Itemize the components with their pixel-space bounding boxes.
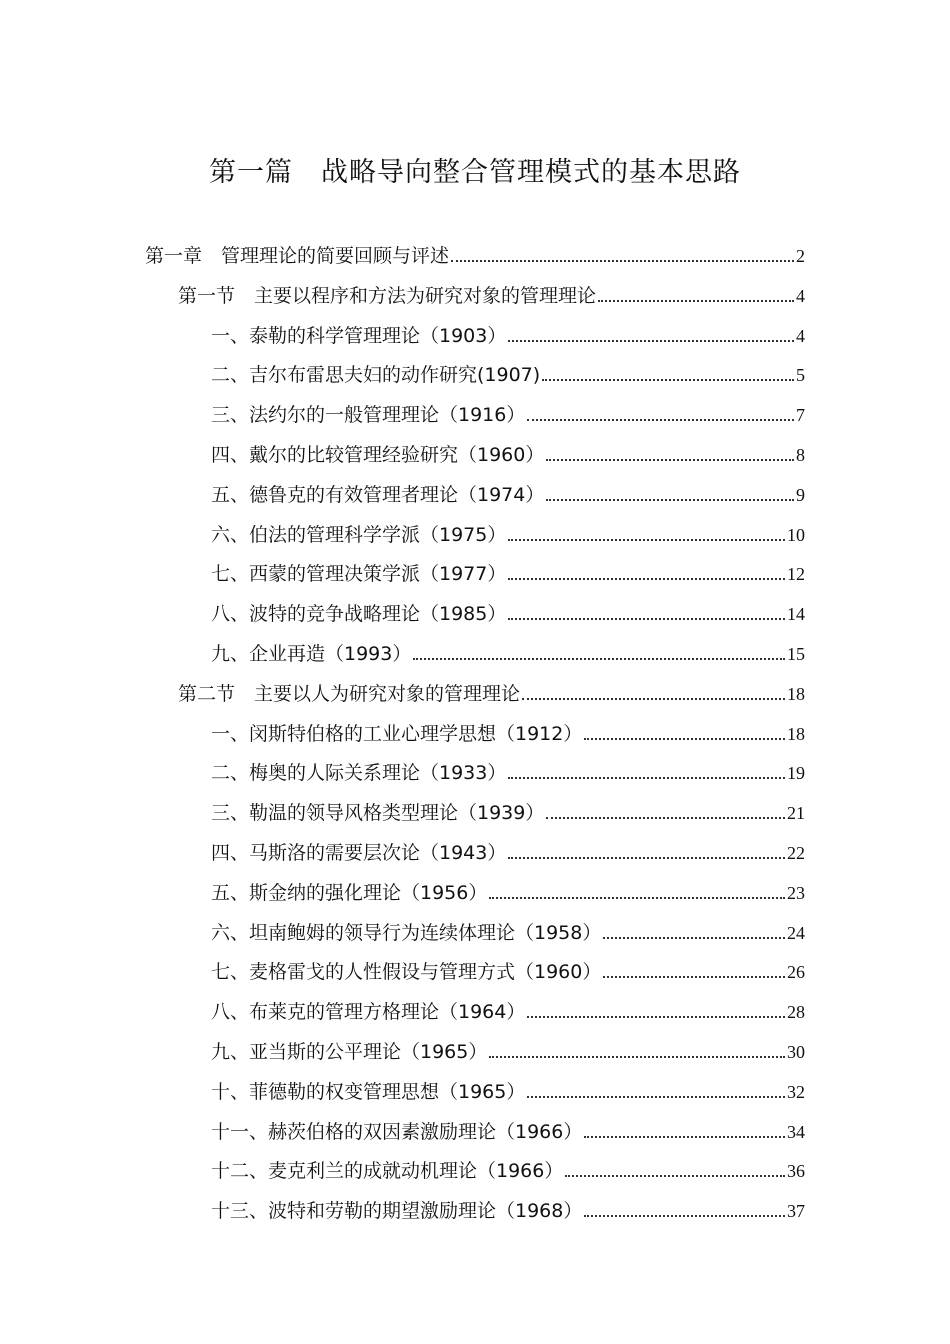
toc-entry xyxy=(211,427,805,467)
dot-leader xyxy=(598,299,794,302)
dot-leader xyxy=(451,259,794,262)
toc-entry-page-number: 30 xyxy=(787,1042,805,1062)
dot-leader xyxy=(546,458,794,461)
toc-entry-page-number: 23 xyxy=(787,882,805,903)
dot-leader xyxy=(542,378,794,381)
dot-leader xyxy=(508,856,785,859)
toc-entry-page-number: 2 xyxy=(796,246,805,266)
toc-entry xyxy=(211,308,805,348)
toc-entry-page-number: 32 xyxy=(787,1081,805,1102)
toc-entry-page-number: 10 xyxy=(787,524,805,545)
toc-entry xyxy=(211,1064,805,1104)
dot-leader xyxy=(508,776,785,779)
dot-leader xyxy=(508,339,794,342)
toc-entry-title: 九、企业再造（1993） xyxy=(211,643,412,665)
toc-entry-title: 八、波特的竞争战略理论（1985） xyxy=(211,603,507,626)
toc-entry xyxy=(211,586,805,626)
toc-entry xyxy=(211,944,805,984)
toc-entry-page-number: 24 xyxy=(787,922,805,943)
dot-leader xyxy=(508,538,785,541)
toc-entry-page-number: 12 xyxy=(787,564,805,585)
dot-leader xyxy=(527,418,794,421)
toc-entry-title: 二、梅奥的人际关系理论（1933） xyxy=(211,762,507,785)
toc-entry xyxy=(211,546,805,586)
toc-entry-title: 八、布莱克的管理方格理论（1964） xyxy=(211,1001,526,1024)
toc-entry xyxy=(211,1143,805,1183)
part-title: 第一篇 战略导向整合管理模式的基本思路 xyxy=(209,157,741,188)
toc-entry-title: 九、亚当斯的公平理论（1965） xyxy=(211,1041,488,1063)
toc-entry-title: 二、吉尔布雷思夫妇的动作研究(1907) xyxy=(211,364,541,387)
toc-entry-page-number: 28 xyxy=(787,1002,805,1023)
dot-leader xyxy=(527,1015,785,1018)
toc-entry-page-number: 8 xyxy=(796,445,805,465)
dot-leader xyxy=(584,737,785,740)
toc-entry-title: 三、法约尔的一般管理理论（1916） xyxy=(211,404,526,427)
toc-entry-title: 十、菲德勒的权变管理思想（1965） xyxy=(211,1080,526,1103)
toc-entry xyxy=(211,984,805,1024)
toc-entry-title: 第二节 主要以人为研究对象的管理理论 xyxy=(178,682,521,705)
toc-entry xyxy=(211,825,805,865)
toc-entry-page-number: 14 xyxy=(787,604,805,625)
dot-leader xyxy=(489,896,785,899)
toc-entry-page-number: 5 xyxy=(796,365,805,386)
toc-entry-page-number: 18 xyxy=(787,683,805,704)
dot-leader xyxy=(603,975,785,978)
dot-leader xyxy=(508,577,785,580)
dot-leader xyxy=(603,936,785,939)
toc-entry-title: 第一节 主要以程序和方法为研究对象的管理理论 xyxy=(178,284,597,307)
toc-entry-title: 七、西蒙的管理决策学派（1977） xyxy=(211,563,507,586)
toc-entry-page-number: 26 xyxy=(787,962,805,983)
toc-entry xyxy=(211,467,805,507)
toc-entry-page-number: 9 xyxy=(796,484,805,505)
dot-leader xyxy=(565,1174,785,1177)
dot-leader xyxy=(413,657,785,660)
toc-entry xyxy=(211,507,805,547)
toc-entry-title: 十二、麦克利兰的成就动机理论（1966） xyxy=(211,1160,564,1183)
toc-entry xyxy=(211,745,805,785)
toc-entry xyxy=(211,905,805,945)
toc-entry-title: 十三、波特和劳勒的期望激励理论（1968） xyxy=(211,1200,583,1223)
toc-entry xyxy=(211,1104,805,1144)
toc-entry-title: 七、麦格雷戈的人性假设与管理方式（1960） xyxy=(211,961,602,984)
toc-entry-title: 五、斯金纳的强化理论（1956） xyxy=(211,881,488,904)
dot-leader xyxy=(584,1135,785,1138)
toc-entry-title: 五、德鲁克的有效管理者理论（1974） xyxy=(211,483,545,506)
toc-entry xyxy=(211,865,805,905)
toc-entry-title: 一、泰勒的科学管理理论（1903） xyxy=(211,324,507,347)
toc-entry-title: 六、坦南鲍姆的领导行为连续体理论（1958） xyxy=(211,921,602,944)
toc-entry-title: 四、马斯洛的需要层次论（1943） xyxy=(211,842,507,864)
toc-entry xyxy=(211,347,805,387)
toc-entry xyxy=(211,706,805,746)
toc-entry xyxy=(178,268,805,308)
toc-entry-page-number: 7 xyxy=(796,405,805,426)
toc-entry-page-number: 21 xyxy=(787,803,805,824)
toc-entry xyxy=(211,1183,805,1223)
toc-entry-page-number: 37 xyxy=(787,1201,805,1222)
toc-entry-page-number: 22 xyxy=(787,843,805,863)
toc-entry xyxy=(145,228,805,268)
toc-entry xyxy=(211,1024,805,1064)
toc-entry-page-number: 18 xyxy=(787,723,805,744)
toc-entry-page-number: 4 xyxy=(796,325,805,346)
toc-entry-page-number: 15 xyxy=(787,644,805,664)
dot-leader xyxy=(508,617,785,620)
toc-entry xyxy=(211,626,805,666)
toc-entry-page-number: 4 xyxy=(796,285,805,306)
dot-leader xyxy=(522,697,785,700)
toc-entry xyxy=(211,387,805,427)
toc-entry-title: 三、勒温的领导风格类型理论（1939） xyxy=(211,802,545,825)
toc-entry xyxy=(178,666,805,706)
toc-entry-title: 十一、赫茨伯格的双因素激励理论（1966） xyxy=(211,1120,583,1143)
dot-leader xyxy=(527,1095,785,1098)
toc-entry-page-number: 34 xyxy=(787,1121,805,1142)
toc-entry-title: 四、戴尔的比较管理经验研究（1960） xyxy=(211,444,545,466)
toc-entry-page-number: 36 xyxy=(787,1161,805,1182)
dot-leader xyxy=(584,1214,785,1217)
toc-entry-page-number: 19 xyxy=(787,763,805,784)
dot-leader xyxy=(489,1055,785,1058)
dot-leader xyxy=(546,816,785,819)
toc-entry-title: 一、闵斯特伯格的工业心理学思想（1912） xyxy=(211,722,583,745)
toc-entry xyxy=(211,785,805,825)
toc-entry-title: 六、伯法的管理科学学派（1975） xyxy=(211,523,507,546)
toc-entry-title: 第一章 管理理论的简要回顾与评述 xyxy=(145,245,450,267)
dot-leader xyxy=(546,498,794,501)
